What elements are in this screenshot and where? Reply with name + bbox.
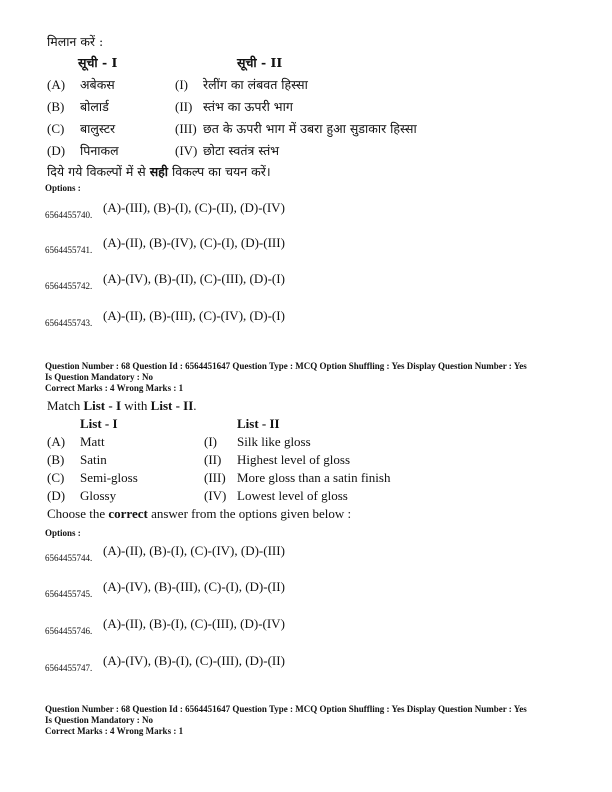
q68a-meta-line-1: Question Number : 68 Question Id : 6564451647 Question Type : MCQ Option Shuffling : Yes Display Question Number : Yes xyxy=(45,361,527,371)
q68a-row-c-match-label: (III) xyxy=(204,470,226,485)
q68a-choose-post: answer from the options given below : xyxy=(151,506,352,521)
q68a-row-c-label: (C) xyxy=(47,470,65,485)
hindi-row-c-item: बालुस्टर xyxy=(80,121,116,136)
hindi-option-2-text[interactable]: (A)-(II), (B)-(IV), (C)-(I), (D)-(III) xyxy=(103,235,285,250)
q68a-option-4-id: 6564455747. xyxy=(45,663,93,673)
hindi-row-b-label: (B) xyxy=(47,99,65,114)
hindi-list1-header: सूची - I xyxy=(78,55,118,70)
hindi-option-4-text[interactable]: (A)-(II), (B)-(III), (C)-(IV), (D)-(I) xyxy=(103,308,285,323)
hindi-row-c-match-item: छत के ऊपरी भाग में उबरा हुआ सुडाकार हिस्सा xyxy=(203,121,417,136)
q68a-row-d-match-label: (IV) xyxy=(204,488,227,503)
hindi-list2-header: सूची - II xyxy=(237,55,283,70)
q68a-option-2-text[interactable]: (A)-(IV), (B)-(III), (C)-(I), (D)-(II) xyxy=(103,579,285,594)
q68a-option-3-id: 6564455746. xyxy=(45,626,93,636)
hindi-options-label: Options : xyxy=(45,183,81,193)
hindi-choose-pre: दिये गये विकल्पों में से xyxy=(47,164,146,179)
hindi-option-4-id: 6564455743. xyxy=(45,318,93,328)
q68a-option-3-text[interactable]: (A)-(II), (B)-(I), (C)-(III), (D)-(IV) xyxy=(103,616,285,631)
q68a-match-list2: List - II xyxy=(150,398,194,413)
q68b-meta-line-3: Correct Marks : 4 Wrong Marks : 1 xyxy=(45,726,184,736)
hindi-row-a-match-item: रेलींग का लंबवत हिस्सा xyxy=(203,77,308,92)
q68a-row-d-item: Glossy xyxy=(80,488,117,503)
q68a-row-b-match-item: Highest level of gloss xyxy=(237,452,351,467)
hindi-row-d-match-label: (IV) xyxy=(175,143,198,158)
hindi-row-d-label: (D) xyxy=(47,143,66,158)
hindi-choose-post: विकल्प का चयन करें। xyxy=(172,164,271,179)
q68a-match-end: . xyxy=(193,398,197,413)
hindi-option-2-id: 6564455741. xyxy=(45,245,93,255)
q68a-choose-pre: Choose the xyxy=(47,506,106,521)
q68a-options-label: Options : xyxy=(45,528,81,538)
q68a-row-c-item: Semi-gloss xyxy=(80,470,138,485)
hindi-option-3-id: 6564455742. xyxy=(45,281,93,291)
q68a-meta-line-2: Is Question Mandatory : No xyxy=(45,372,154,382)
hindi-row-c-match-label: (III) xyxy=(175,121,197,136)
hindi-row-b-item: बोलार्ड xyxy=(80,99,109,114)
q68a-row-b-label: (B) xyxy=(47,452,65,467)
q68a-option-2-id: 6564455745. xyxy=(45,589,93,599)
q68a-row-a-label: (A) xyxy=(47,434,66,449)
hindi-row-a-label: (A) xyxy=(47,77,66,92)
hindi-choose-bold: सही xyxy=(149,164,169,179)
q68a-row-d-match-item: Lowest level of gloss xyxy=(237,488,348,503)
hindi-option-1-id: 6564455740. xyxy=(45,210,93,220)
q68a-list1-header: List - I xyxy=(80,416,118,431)
q68a-match-pre: Match xyxy=(47,398,81,413)
hindi-option-3-text[interactable]: (A)-(IV), (B)-(II), (C)-(III), (D)-(I) xyxy=(103,271,285,286)
q68a-choose-bold: correct xyxy=(108,506,148,521)
q68a-row-b-item: Satin xyxy=(80,452,107,467)
q68b-meta-line-1: Question Number : 68 Question Id : 6564451647 Question Type : MCQ Option Shuffling : Yes Display Question Number : Yes xyxy=(45,704,527,714)
hindi-row-a-item: अबेकस xyxy=(80,77,115,92)
hindi-row-a-match-label: (I) xyxy=(175,77,188,92)
q68a-meta-line-3: Correct Marks : 4 Wrong Marks : 1 xyxy=(45,383,184,393)
q68a-row-a-item: Matt xyxy=(80,434,105,449)
q68a-row-c-match-item: More gloss than a satin finish xyxy=(237,470,391,485)
q68a-match-mid: with xyxy=(124,398,148,413)
q68b-meta-line-2: Is Question Mandatory : No xyxy=(45,715,154,725)
q68a-row-a-match-item: Silk like gloss xyxy=(237,434,311,449)
hindi-choose-text xyxy=(47,163,271,180)
hindi-row-b-match-item: स्तंभ का ऊपरी भाग xyxy=(203,99,293,114)
q68a-row-a-match-label: (I) xyxy=(204,434,217,449)
q68a-row-d-label: (D) xyxy=(47,488,66,503)
q68a-option-1-id: 6564455744. xyxy=(45,553,93,563)
q68a-option-1-text[interactable]: (A)-(II), (B)-(I), (C)-(IV), (D)-(III) xyxy=(103,543,285,558)
q68a-match-list1: List - I xyxy=(83,398,122,413)
hindi-row-b-match-label: (II) xyxy=(175,99,193,114)
hindi-instruction: मिलान करें : xyxy=(47,34,104,49)
hindi-row-d-match-item: छोटा स्वतंत्र स्तंभ xyxy=(203,143,280,158)
hindi-row-d-item: पिनाकल xyxy=(80,143,119,158)
hindi-option-1-text[interactable]: (A)-(III), (B)-(I), (C)-(II), (D)-(IV) xyxy=(103,200,285,215)
q68a-match-instruction xyxy=(47,398,197,414)
q68a-row-b-match-label: (II) xyxy=(204,452,222,467)
q68a-option-4-text[interactable]: (A)-(IV), (B)-(I), (C)-(III), (D)-(II) xyxy=(103,653,285,668)
q68a-choose-text xyxy=(47,506,351,522)
hindi-row-c-label: (C) xyxy=(47,121,65,136)
q68a-list2-header: List - II xyxy=(237,416,280,431)
